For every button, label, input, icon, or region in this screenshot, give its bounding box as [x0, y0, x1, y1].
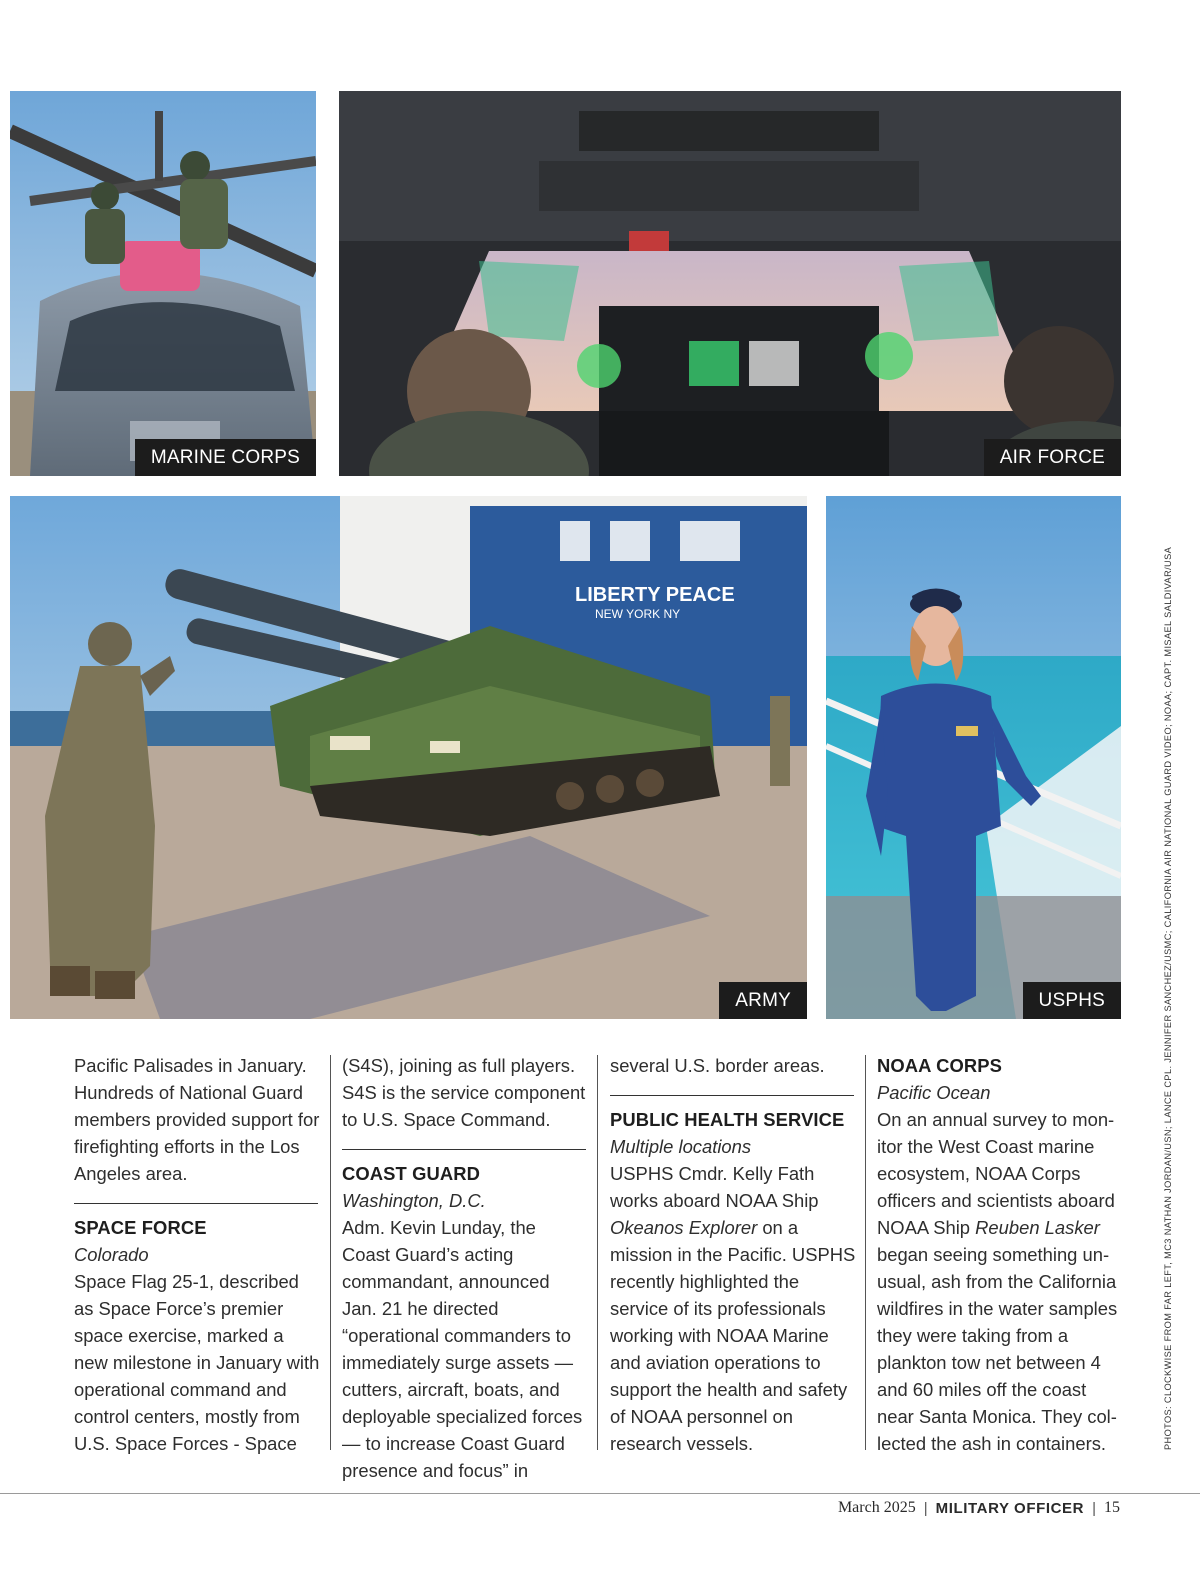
photo-label-air-force: AIR FORCE [984, 439, 1121, 476]
ship-port-text: NEW YORK NY [595, 607, 681, 621]
ship-name-text: LIBERTY PEACE [575, 584, 735, 606]
photo-credit: PHOTOS: CLOCKWISE FROM FAR LEFT, MC3 NATHAN JORDAN/USN; LANCE CPL. JENNIFER SANCHEZ/USMC; CALIFORNIA AIR NATIONAL GUARD VIDEO; NOAA; CAPT. MISAEL SALDIVAR/USA [1163, 546, 1173, 1450]
section-body-text: USPHS Cmdr. Kelly Fath works aboard NOAA Ship [610, 1163, 819, 1211]
photo-label-marine-corps: MARINE CORPS [135, 439, 316, 476]
article-column-3 [610, 1052, 856, 1457]
article-column-2 [342, 1052, 588, 1484]
section-body [877, 1106, 1123, 1457]
photo-label-army: ARMY [719, 982, 807, 1019]
photo-label-usphs: USPHS [1023, 982, 1121, 1019]
usphs-illustration [826, 496, 1121, 1019]
ship-name-italic: Okeanos Explorer [610, 1217, 758, 1238]
column-lead-text: Pacific Palisades in January. Hundreds of National Guard members provided support for firefighting efforts in the Los Angeles area. [74, 1055, 320, 1184]
army-illustration [10, 496, 807, 1019]
section-body-text: began seeing something unusual, ash from the California wildfires in the water samples they were taking from a plankton tow net between 4 and 60 miles off the coast near Santa Monica. They collected the ash in containers. [877, 1244, 1118, 1454]
footer-separator: | [923, 1499, 928, 1517]
section-body: Adm. Kevin Lunday, the Coast Guard’s acting commandant, announced Jan. 21 he directed “operational commanders to immediately surge assets — cutters, aircraft, boats, and deployable specialized forces — to increase Coast Guard presence and focus” in [342, 1217, 583, 1481]
section-location: Multiple locations [610, 1136, 752, 1157]
magazine-name: MILITARY OFFICER [935, 1499, 1085, 1517]
section-heading-coast-guard: COAST GUARD [342, 1163, 481, 1184]
section-divider [610, 1095, 854, 1096]
section-heading-public-health-service: PUBLIC HEALTH SERVICE [610, 1109, 845, 1130]
section-divider [342, 1149, 586, 1150]
section-body-text: On an annual survey to monitor the West Coast marine ecosystem, NOAA Corps officers and scientists aboard NOAA Ship [877, 1109, 1115, 1238]
ship-name-italic: Reuben Lasker [975, 1217, 1100, 1238]
section-heading-space-force: SPACE FORCE [74, 1217, 207, 1238]
column-divider [597, 1055, 598, 1450]
photo-air-force-cockpit [339, 91, 1121, 476]
column-divider [865, 1055, 866, 1450]
section-location: Colorado [74, 1244, 149, 1265]
section-location: Pacific Ocean [877, 1082, 991, 1103]
photo-marine-corps-helicopter [10, 91, 316, 476]
column-divider [330, 1055, 331, 1450]
footer-divider [0, 1493, 1200, 1494]
helicopter-illustration [10, 91, 316, 476]
photo-army-howitzers [10, 496, 807, 1019]
article-column-4 [877, 1052, 1123, 1457]
issue-date: March 2025 [837, 1499, 916, 1516]
page-number: 15 [1104, 1499, 1120, 1516]
footer-separator: | [1092, 1499, 1096, 1517]
column-lead-text: several U.S. border areas. [610, 1055, 825, 1076]
page-footer [838, 1497, 1120, 1519]
section-location: Washington, D.C. [342, 1190, 486, 1211]
article-column-1 [74, 1052, 320, 1457]
photo-usphs-officer [826, 496, 1121, 1019]
section-divider [74, 1203, 318, 1204]
section-body: Space Flag 25-1, described as Space Force’s premier space exercise, marked a new milestone in January with operational command and control centers, mostly from U.S. Space Forces - Space [74, 1271, 320, 1454]
cockpit-illustration [339, 91, 1121, 476]
section-body [610, 1160, 856, 1457]
section-heading-noaa-corps: NOAA CORPS [877, 1055, 1002, 1076]
section-body-text: on a mission in the Pacific. USPHS recently highlighted the service of its professionals working with NOAA Marine and aviation operations to support the health and safety of NOAA personnel on research vessels. [610, 1217, 856, 1454]
column-lead-text: (S4S), joining as full players. S4S is the service component to U.S. Space Command. [342, 1055, 586, 1130]
